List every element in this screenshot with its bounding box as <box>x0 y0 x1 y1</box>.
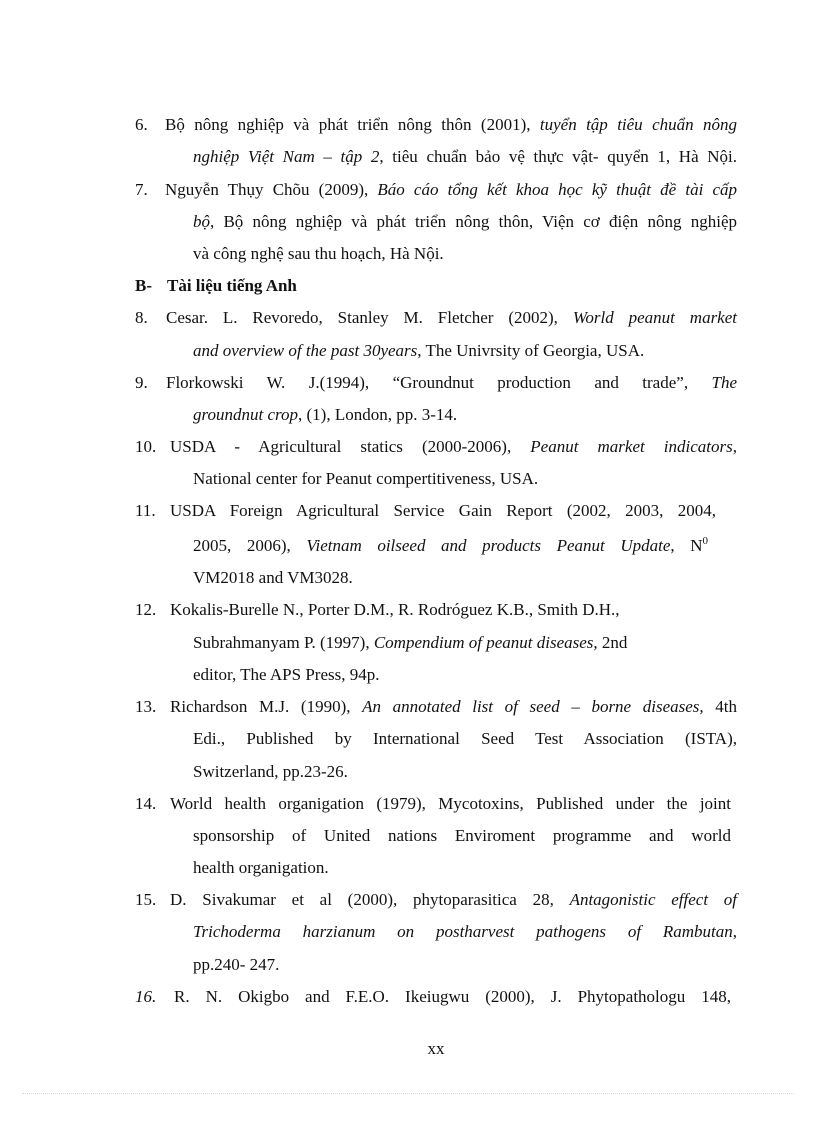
reference-line <box>165 180 737 200</box>
reference-line <box>193 405 457 425</box>
italic-title-text: nghiệp Việt Nam – tập 2 <box>193 147 380 166</box>
reference-text: , Bộ nông nghiệp và phát triển nông thôn, Viện cơ điện nông nghiệp <box>210 212 737 231</box>
reference-text: , (1), London, pp. 3-14. <box>298 405 458 424</box>
reference-text: Bộ nông nghiệp và phát triển nông thôn (2001), <box>165 115 540 134</box>
reference-line <box>170 697 737 717</box>
reference-text: Subrahmanyam P. (1997), <box>193 633 374 652</box>
reference-text: Kokalis-Burelle N., Porter D.M., R. Rodróguez K.B., Smith D.H., <box>170 600 620 619</box>
italic-title-text: Báo cáo tổng kết khoa học kỹ thuật đề tài cấp <box>377 180 738 199</box>
reference-number: 11. <box>135 501 156 520</box>
reference-text: 4th <box>703 697 737 716</box>
reference-number: 7. <box>135 180 148 199</box>
reference-number: 10. <box>135 437 157 456</box>
page-number: xx <box>427 1039 445 1058</box>
reference-text: Cesar. L. Revoredo, Stanley M. Fletcher (2002), <box>166 308 573 327</box>
reference-line <box>170 794 731 814</box>
reference-line <box>174 987 731 1007</box>
reference-number: 15. <box>135 890 157 909</box>
reference-text: Florkowski W. J.(1994), “Groundnut production and trade”, <box>166 373 712 392</box>
italic-title-text: The <box>711 373 737 392</box>
reference-line <box>193 762 348 782</box>
reference-line <box>170 437 737 457</box>
italic-title-text: tuyển tập tiêu chuẩn nông <box>539 115 738 134</box>
reference-line <box>165 115 737 135</box>
reference-text: 2nd <box>597 633 628 652</box>
reference-text: Richardson M.J. (1990), <box>170 697 363 716</box>
italic-title-text: Compendium of peanut diseases, <box>373 633 598 652</box>
reference-text: , N <box>670 536 703 555</box>
reference-number: 13. <box>135 697 157 716</box>
reference-text: , <box>732 437 737 456</box>
reference-line <box>193 536 708 556</box>
reference-line <box>193 147 737 167</box>
reference-text: D. Sivakumar et al (2000), phytoparasitica 28, <box>170 890 570 909</box>
reference-line <box>166 308 737 328</box>
reference-text: World health organigation (1979), Mycotoxins, Published under the joint <box>170 794 731 813</box>
reference-text: Switzerland, pp.23-26. <box>193 762 348 781</box>
reference-text: , The Univrsity of Georgia, USA. <box>417 341 645 360</box>
reference-text: USDA - Agricultural statics (2000-2006), <box>170 437 531 456</box>
reference-text: , tiêu chuẩn bảo vệ thực vật- quyển 1, Hà Nội. <box>379 147 737 166</box>
reference-number: 14. <box>135 794 157 813</box>
reference-line <box>193 826 731 846</box>
section-heading-text <box>167 276 297 296</box>
reference-line <box>193 955 279 975</box>
reference-line <box>166 373 737 393</box>
reference-number: 16. <box>135 987 157 1006</box>
reference-text: Tài liệu tiếng Anh <box>167 276 297 295</box>
reference-line <box>193 922 737 942</box>
italic-title-text: Vietnam oilseed and products Peanut Update <box>306 536 671 555</box>
italic-title-text: Antagonistic effect of <box>569 890 738 909</box>
reference-text: National center for Peanut compertitiveness, USA. <box>193 469 539 488</box>
reference-number: 9. <box>135 373 148 392</box>
reference-text: R. N. Okigbo and F.E.O. Ikeiugwu (2000), J. Phytopathologu 148, <box>174 987 731 1006</box>
reference-text: Nguyễn Thụy Chõu (2009), <box>165 180 378 199</box>
reference-line <box>193 665 380 685</box>
reference-line <box>193 568 353 588</box>
superscript-text: 0 <box>702 535 708 547</box>
section-letter: B- <box>135 276 152 295</box>
page-bottom-border <box>22 1093 794 1094</box>
reference-line <box>170 890 737 910</box>
reference-number: 8. <box>135 308 148 327</box>
italic-title-text: Trichoderma harzianum on postharvest pathogens of Rambutan <box>193 922 733 941</box>
reference-text: và công nghệ sau thu hoạch, Hà Nội. <box>193 244 444 263</box>
reference-line <box>193 858 329 878</box>
reference-line <box>193 729 737 749</box>
italic-title-text: groundnut crop <box>193 405 298 424</box>
reference-text: sponsorship of United nations Enviroment programme and world <box>193 826 731 845</box>
reference-text: USDA Foreign Agricultural Service Gain Report (2002, 2003, 2004, <box>170 501 716 520</box>
reference-text: , <box>732 922 737 941</box>
reference-line <box>193 341 644 361</box>
reference-line <box>193 212 737 232</box>
reference-number: 12. <box>135 600 157 619</box>
reference-line <box>193 244 444 264</box>
reference-text: pp.240- 247. <box>193 955 280 974</box>
reference-text: VM2018 and VM3028. <box>193 568 353 587</box>
italic-title-text: World peanut market <box>572 308 737 327</box>
reference-line <box>170 501 716 521</box>
reference-line <box>193 469 538 489</box>
reference-number: 6. <box>135 115 148 134</box>
italic-title-text: and overview of the past 30years <box>193 341 418 360</box>
italic-title-text: An annotated list of seed – borne diseases, <box>362 697 704 716</box>
reference-line <box>193 633 627 653</box>
reference-line <box>170 600 620 620</box>
reference-text: Edi., Published by International Seed Test Association (ISTA), <box>193 729 737 748</box>
reference-text: editor, The APS Press, 94p. <box>193 665 380 684</box>
italic-title-text: bộ <box>193 212 210 231</box>
reference-text: health organigation. <box>193 858 329 877</box>
italic-title-text: Peanut market indicators <box>530 437 733 456</box>
reference-text: 2005, 2006), <box>193 536 307 555</box>
